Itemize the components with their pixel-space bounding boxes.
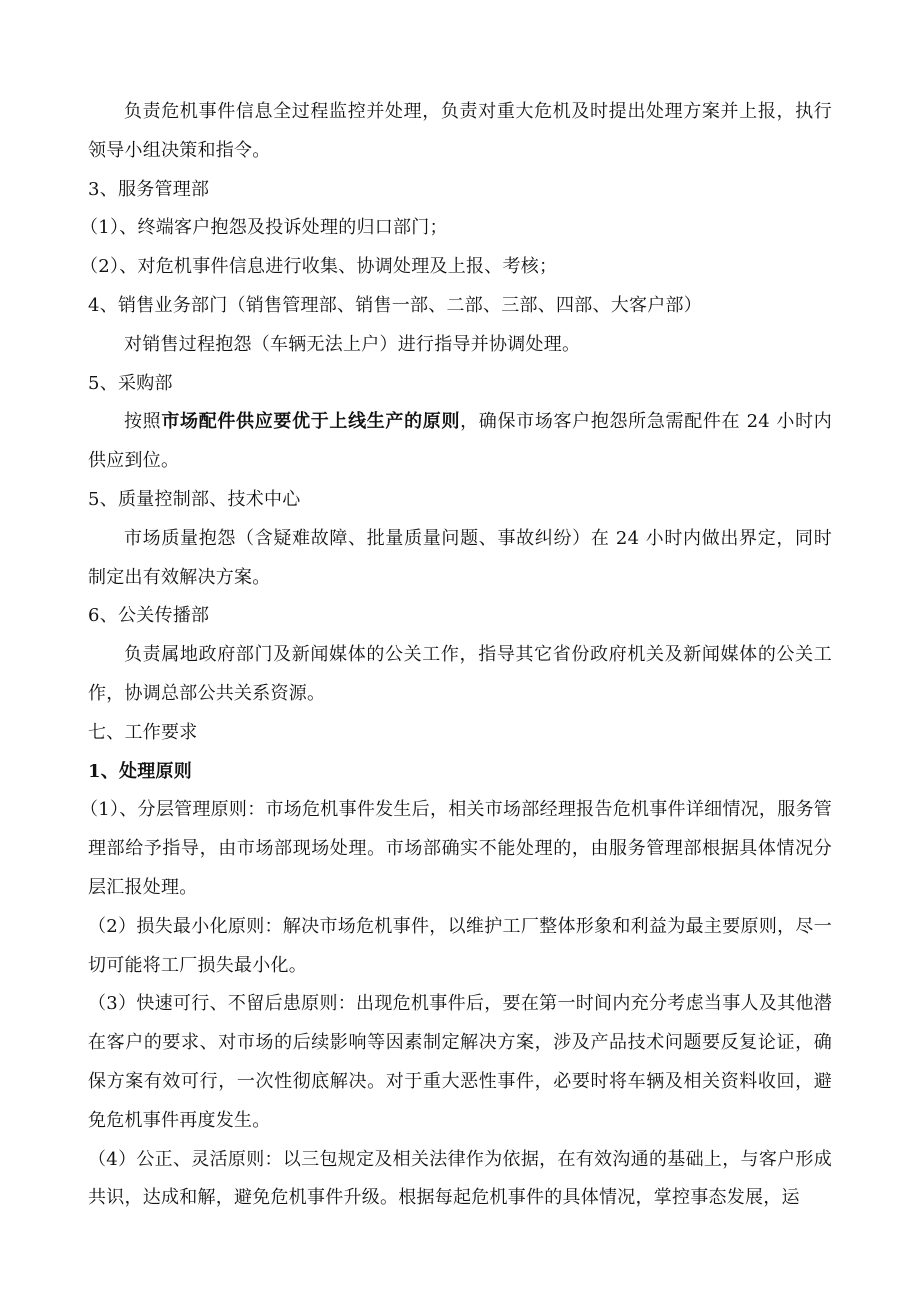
quality-duty-paragraph: 市场质量抱怨（含疑难故障、批量质量问题、事故纠纷）在 24 小时内做出界定，同时制定出有效解决方案。 xyxy=(88,527,832,588)
crisis-monitoring-paragraph: 负责危机事件信息全过程监控并处理，负责对重大危机及时提出处理方案并上报，执行领导小组决策和指令。 xyxy=(88,101,832,161)
quality-control-heading: 5、质量控制部、技术中心 xyxy=(88,488,301,510)
handling-principles-heading: 1、处理原则 xyxy=(88,760,193,782)
principle-layered-management: （1）、分层管理原则：市场危机事件发生后，相关市场部经理报告危机事件详细情况，服务管理部给予指导，由市场部现场处理。市场部确实不能处理的，由服务管理部根据具体情况分层汇报处理。 xyxy=(80,799,832,898)
service-management-heading: 3、服务管理部 xyxy=(88,178,210,200)
service-duty-1: （1）、终端客户抱怨及投诉处理的归口部门； xyxy=(80,217,448,239)
principle-loss-minimization: （2）损失最小化原则：解决市场危机事件，以维护工厂整体形象和利益为最主要原则，尽一切可能将工厂损失最小化。 xyxy=(88,915,832,976)
purchasing-duty-paragraph xyxy=(88,403,832,481)
public-relations-heading: 6、公关传播部 xyxy=(88,605,210,627)
sales-duty-paragraph: 对销售过程抱怨（车辆无法上户）进行指导并协调处理。 xyxy=(124,333,581,355)
purchasing-text-post: ，确保市场客户抱怨所急需配件在 24 小时内供应到位。 xyxy=(88,411,833,472)
principle-fast-feasible: （3）快速可行、不留后患原则：出现危机事件后，要在第一时间内充分考虑当事人及其他潜在客户的要求、对市场的后续影响等因素制定解决方案，涉及产品技术问题要反复论证，确保方案有效可行，一次性彻底解决。对于重大恶性事件，必要时将车辆及相关资料收回，避免危机事件再度发生。 xyxy=(88,993,832,1131)
service-duty-2: （2）、对危机事件信息进行收集、协调处理及上报、考核； xyxy=(80,256,558,278)
work-requirements-heading: 七、工作要求 xyxy=(88,721,198,743)
purchasing-heading: 5、采购部 xyxy=(88,372,173,394)
public-relations-duty-paragraph: 负责属地政府部门及新闻媒体的公关工作，指导其它省份政府机关及新闻媒体的公关工作，协调总部公共关系资源。 xyxy=(88,644,832,704)
document-page xyxy=(80,93,833,1218)
purchasing-text-pre: 按照 xyxy=(124,411,162,433)
principle-fair-flexible: （4）公正、灵活原则：以三包规定及相关法律作为依据，在有效沟通的基础上，与客户形成共识，达成和解，避免危机事件升级。根据每起危机事件的具体情况，掌控事态发展，运 xyxy=(88,1148,832,1209)
sales-departments-heading: 4、销售业务部门（销售管理部、销售一部、二部、三部、四部、大客户部） xyxy=(88,294,702,316)
purchasing-principle-bold: 市场配件供应要优于上线生产的原则 xyxy=(161,411,461,433)
